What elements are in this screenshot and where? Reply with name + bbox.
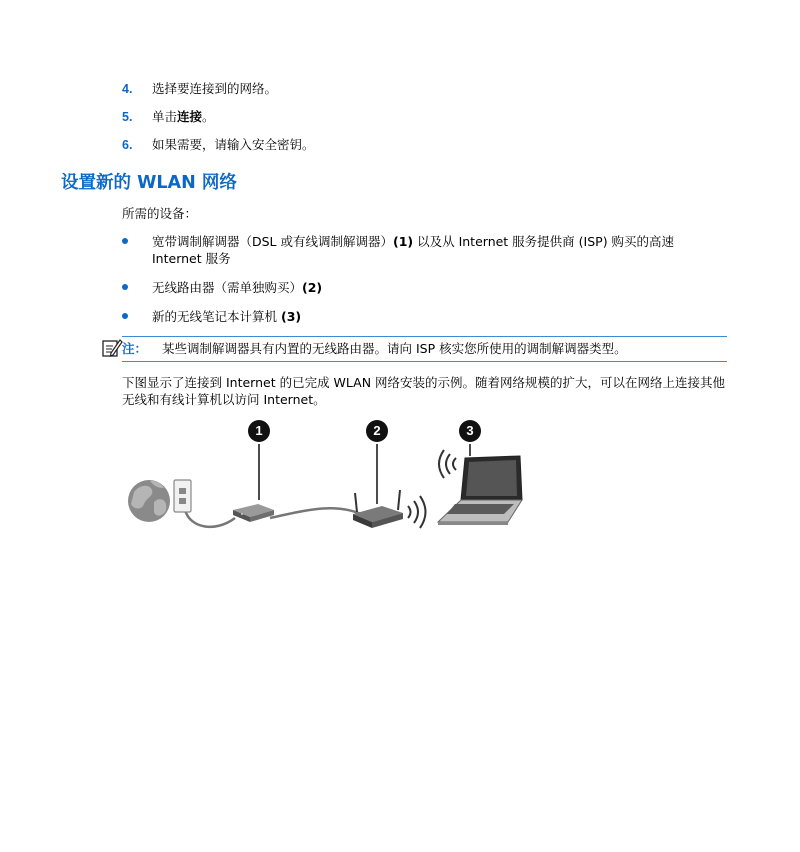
- wall-jack-icon: [174, 480, 191, 512]
- equipment-text: [152, 279, 727, 296]
- section-heading: 设置新的 WLAN 网络: [61, 173, 237, 193]
- modem-icon: [233, 504, 274, 522]
- step-number: 5.: [122, 110, 133, 124]
- cable: [185, 510, 235, 527]
- equipment-item: [122, 233, 732, 269]
- laptop-icon: [438, 456, 522, 525]
- cable: [270, 508, 365, 518]
- equipment-text: [152, 233, 727, 267]
- note-label: 注：: [122, 341, 148, 356]
- item-ref: (3): [280, 309, 302, 324]
- note-text: 某些调制解调器具有内置的无线路由器。请向 ISP 核实您所使用的调制解调器类型。: [162, 341, 627, 356]
- item-text: 新的无线笔记本计算机: [152, 309, 281, 324]
- step-text: [152, 108, 215, 126]
- callout-badge: 1: [248, 420, 270, 442]
- callout-badge: 2: [366, 420, 388, 442]
- intro-text: 所需的设备：: [122, 206, 198, 221]
- description-text: 下图显示了连接到 Internet 的已完成 WLAN 网络安装的示例。随着网络规模的扩大，可以在网络上连接其他无线和有线计算机以访问 Internet。: [122, 375, 726, 407]
- connect-label: 连接: [177, 109, 203, 124]
- note-box: [122, 336, 727, 362]
- equipment-text: [152, 308, 727, 325]
- note-pencil-icon: [101, 337, 123, 359]
- step-number: 6.: [122, 138, 133, 152]
- step-text: 如果需要，请输入安全密钥。: [152, 137, 315, 152]
- bullet-icon: [122, 238, 128, 244]
- network-diagram: [120, 418, 540, 538]
- item-text: 无线路由器（需单独购买）: [152, 280, 303, 295]
- bullet-icon: [122, 313, 128, 319]
- item-ref: (1): [393, 234, 414, 249]
- step-text: 选择要连接到的网络。: [152, 81, 278, 96]
- equipment-item: [122, 279, 732, 297]
- item-text: 宽带调制解调器（DSL 或有线调制解调器）: [152, 234, 393, 249]
- wireless-signal-icon: [408, 496, 426, 528]
- step-text-post: 。: [202, 109, 215, 124]
- callout-badge: 3: [459, 420, 481, 442]
- router-icon: [353, 490, 403, 528]
- bullet-icon: [122, 284, 128, 290]
- equipment-item: [122, 308, 732, 326]
- step-number: 4.: [122, 82, 133, 96]
- globe-icon: [128, 480, 170, 522]
- step-text-pre: 单击: [152, 109, 178, 124]
- item-text-after: 以及从 Internet 服务提供商 (ISP) 购买的高速 Internet 服务: [152, 234, 675, 266]
- item-ref: (2): [302, 280, 323, 295]
- wireless-signal-icon: [439, 450, 456, 478]
